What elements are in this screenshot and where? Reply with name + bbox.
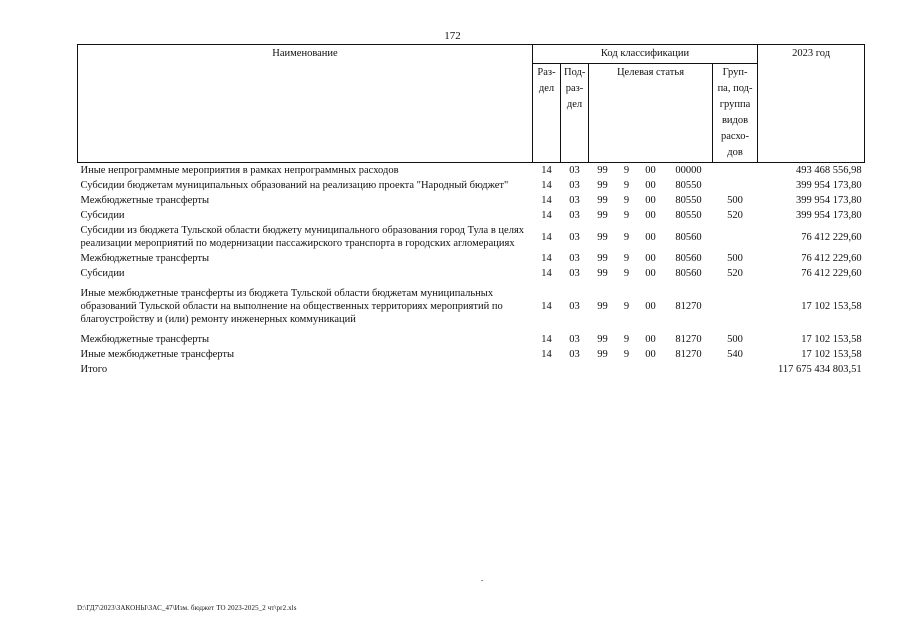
row-target-part4: 81270 <box>675 334 702 345</box>
row-name: Межбюджетные трансферты <box>80 334 210 345</box>
header-expense-group <box>713 64 758 163</box>
row-target-part3: 00 <box>645 195 656 206</box>
row-expense-group: 520 <box>727 210 743 221</box>
row-target-part1: 99 <box>597 165 608 176</box>
row-amount: 17 102 153,58 <box>801 349 862 360</box>
row-amount: 493 468 556,98 <box>795 165 862 176</box>
row-amount: 399 954 173,80 <box>795 180 862 191</box>
row-target-part3: 00 <box>645 268 656 279</box>
row-target-part1: 99 <box>597 253 608 264</box>
row-name: Межбюджетные трансферты <box>80 253 210 264</box>
header-podrazdel-line: дел <box>566 99 583 110</box>
row-target-part3: 00 <box>645 210 656 221</box>
row-podrazdel: 03 <box>569 195 580 206</box>
table-row <box>78 178 865 193</box>
row-podrazdel: 03 <box>569 334 580 345</box>
row-target-part3: 00 <box>645 231 656 243</box>
row-target-part1: 99 <box>597 180 608 191</box>
row-razdel: 14 <box>541 334 552 345</box>
table-row <box>78 332 865 347</box>
row-amount: 17 102 153,58 <box>801 334 862 345</box>
header-group-line: дов <box>727 147 743 158</box>
row-target-part2: 9 <box>623 231 630 243</box>
row-target-part4: 80550 <box>675 210 702 221</box>
row-target-part3: 00 <box>645 334 656 345</box>
total-row <box>78 362 865 377</box>
row-target-part2: 9 <box>623 253 630 264</box>
header-group-line: группа <box>719 99 751 110</box>
row-target-part2: 9 <box>623 301 630 312</box>
table-row <box>78 223 865 251</box>
row-podrazdel: 03 <box>569 231 580 243</box>
footer-file-path: D:\ГД7\2023\ЗАКОНЫ\ЗАС_47\Изм. бюджет ТО 2023-2025_2 чт\pr2.xls <box>77 604 297 612</box>
header-group-line: расхо- <box>721 131 750 142</box>
header-target-article: Целевая статья <box>589 64 713 163</box>
row-amount: 399 954 173,80 <box>795 210 862 221</box>
table-row <box>78 163 865 179</box>
row-target-part2: 9 <box>623 334 630 345</box>
total-spacer <box>533 362 758 377</box>
stray-mark: - <box>481 576 484 584</box>
row-target-part4: 81270 <box>675 349 702 360</box>
row-podrazdel: 03 <box>569 301 580 312</box>
row-expense-group <box>713 163 758 179</box>
row-target-part1: 99 <box>597 231 608 243</box>
row-target-part1: 99 <box>597 334 608 345</box>
header-year: 2023 год <box>758 45 865 163</box>
header-razdel-line: Раз- <box>537 67 556 78</box>
row-razdel: 14 <box>541 231 552 243</box>
row-name: Иные межбюджетные трансферты из бюджета Тульской области бюджетам муниципальных образований Тульской области на выполнение на общественных территориях мероприятий по благоустройству и (или) ремонту инженерных коммуникаций <box>80 288 503 325</box>
row-expense-group: 540 <box>727 349 743 360</box>
header-podrazdel-line: раз- <box>565 83 584 94</box>
row-razdel: 14 <box>541 165 552 176</box>
row-target-part1: 99 <box>597 301 608 312</box>
row-razdel: 14 <box>541 349 552 360</box>
row-target-part3: 00 <box>645 253 656 264</box>
row-amount: 17 102 153,58 <box>801 301 862 312</box>
header-group-line: па, под- <box>717 83 753 94</box>
row-target-part2: 9 <box>623 195 630 206</box>
table-row <box>78 347 865 362</box>
row-target-part4: 00000 <box>675 165 702 176</box>
row-target-part1: 99 <box>597 195 608 206</box>
row-target-part2: 9 <box>623 210 630 221</box>
row-target-part4: 80560 <box>675 268 702 279</box>
row-razdel: 14 <box>541 301 552 312</box>
row-target-part4: 80560 <box>675 253 702 264</box>
row-target-part4: 80550 <box>675 180 702 191</box>
row-amount: 76 412 229,60 <box>801 253 862 264</box>
header-group-line: видов <box>721 115 749 126</box>
table-row <box>78 281 865 332</box>
row-expense-group <box>713 281 758 332</box>
row-expense-group: 520 <box>727 268 743 279</box>
row-target-part1: 99 <box>597 349 608 360</box>
header-group-line: Груп- <box>722 67 748 78</box>
row-expense-group <box>713 223 758 251</box>
row-target-part4: 81270 <box>675 301 702 312</box>
header-name: Наименование <box>78 45 533 163</box>
row-name: Субсидии <box>80 268 125 279</box>
row-target-part1: 99 <box>597 210 608 221</box>
total-label: Итого <box>80 364 108 375</box>
total-amount: 117 675 434 803,51 <box>777 364 862 375</box>
row-amount: 76 412 229,60 <box>801 231 862 243</box>
row-target-part4: 80560 <box>675 231 702 243</box>
row-razdel: 14 <box>541 268 552 279</box>
row-name: Иные непрограммные мероприятия в рамках непрограммных расходов <box>80 165 399 176</box>
row-target-part2: 9 <box>623 349 630 360</box>
header-razdel <box>533 64 561 163</box>
row-target-part3: 00 <box>645 180 656 191</box>
row-razdel: 14 <box>541 253 552 264</box>
row-expense-group <box>713 178 758 193</box>
header-podrazdel-line: Под- <box>564 67 586 78</box>
row-name: Межбюджетные трансферты <box>80 195 210 206</box>
table-row <box>78 208 865 223</box>
row-razdel: 14 <box>541 195 552 206</box>
row-podrazdel: 03 <box>569 165 580 176</box>
row-name: Субсидии из бюджета Тульской области бюджету муниципального образования город Тула в целях реализации мероприятий по модернизации пассажирского транспорта в городских агломерациях <box>80 225 525 249</box>
row-podrazdel: 03 <box>569 253 580 264</box>
row-name: Иные межбюджетные трансферты <box>80 349 235 360</box>
row-razdel: 14 <box>541 180 552 191</box>
table-row <box>78 266 865 281</box>
row-expense-group: 500 <box>727 334 743 345</box>
row-target-part3: 00 <box>645 349 656 360</box>
row-target-part1: 99 <box>597 268 608 279</box>
row-name: Субсидии бюджетам муниципальных образований на реализацию проекта "Народный бюджет" <box>80 180 509 191</box>
row-target-part2: 9 <box>623 180 630 191</box>
row-podrazdel: 03 <box>569 268 580 279</box>
table-row <box>78 251 865 266</box>
row-amount: 399 954 173,80 <box>795 195 862 206</box>
row-target-part3: 00 <box>645 301 656 312</box>
row-target-part2: 9 <box>623 165 630 176</box>
header-podrazdel <box>561 64 589 163</box>
row-target-part4: 80550 <box>675 195 702 206</box>
table-body <box>78 163 865 378</box>
table-header <box>78 45 865 163</box>
budget-table <box>77 44 865 377</box>
table-row <box>78 193 865 208</box>
header-classification-code: Код классификации <box>533 45 758 64</box>
row-target-part3: 00 <box>645 165 656 176</box>
header-razdel-line: дел <box>538 83 555 94</box>
row-target-part2: 9 <box>623 268 630 279</box>
row-podrazdel: 03 <box>569 210 580 221</box>
page-number: 172 <box>444 30 461 42</box>
row-podrazdel: 03 <box>569 180 580 191</box>
row-podrazdel: 03 <box>569 349 580 360</box>
row-razdel: 14 <box>541 210 552 221</box>
row-expense-group: 500 <box>727 253 743 264</box>
row-expense-group: 500 <box>727 195 743 206</box>
row-name: Субсидии <box>80 210 125 221</box>
row-amount: 76 412 229,60 <box>801 268 862 279</box>
